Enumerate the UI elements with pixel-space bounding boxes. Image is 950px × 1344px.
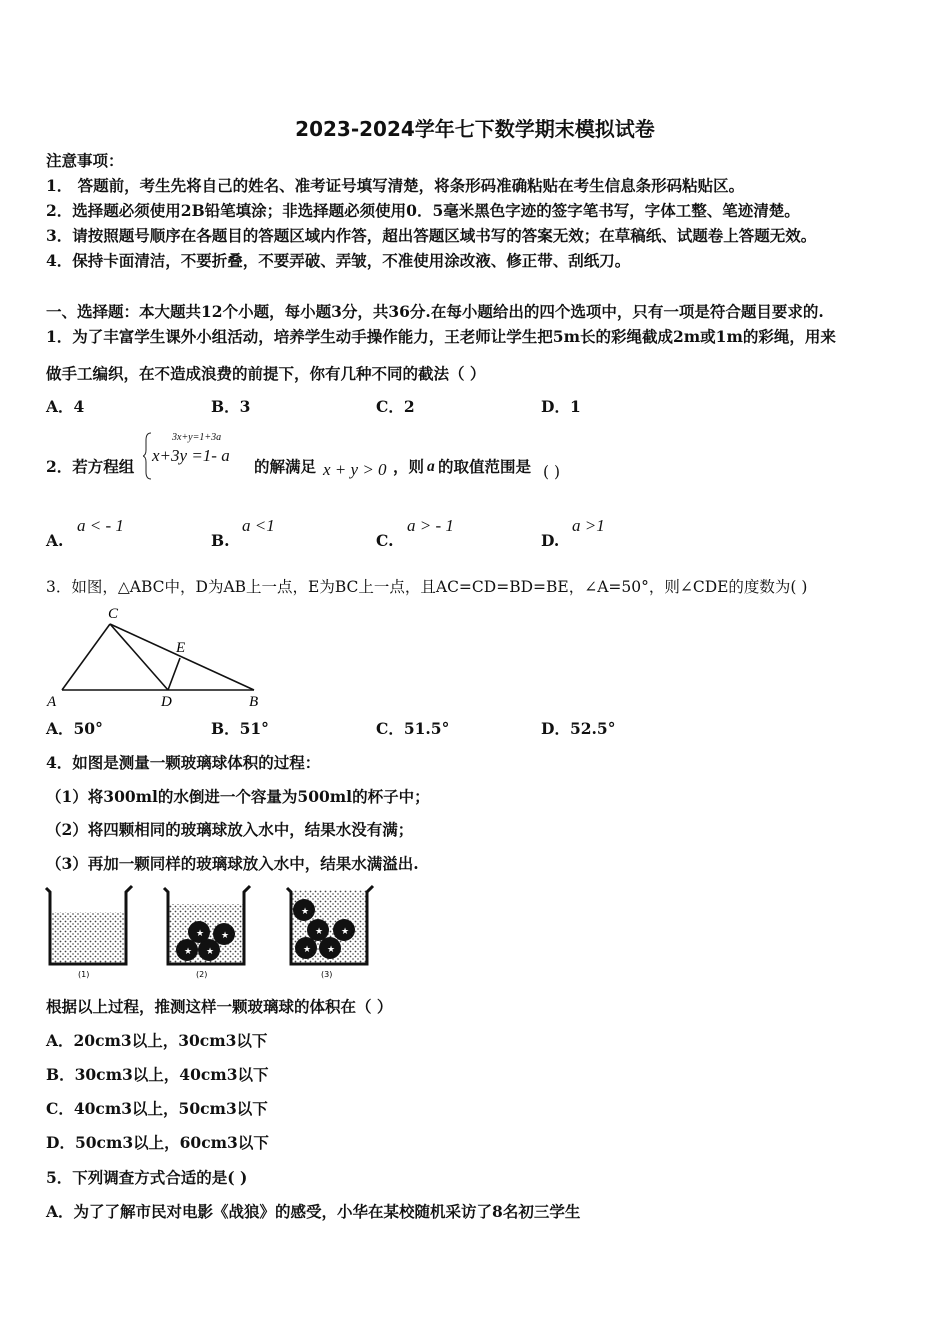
q4-step-1: （1）将300ml的水倒进一个容量为500ml的杯子中； — [46, 787, 430, 806]
q2-option-c: a > - 1 — [407, 516, 454, 535]
caption-2: (2) — [196, 970, 208, 979]
svg-text:★: ★ — [341, 927, 350, 937]
svg-text:★: ★ — [196, 929, 205, 939]
notice-item-1: 1． 答题前，考生先将自己的姓名、准考证号填写清楚，将条形码准确粘贴在考生信息条形码粘贴区。 — [46, 176, 745, 195]
q1-option-d: D．1 — [541, 397, 581, 416]
q3-option-c: C．51.5° — [376, 719, 450, 738]
q2-var: a — [427, 458, 435, 475]
svg-text:★: ★ — [315, 927, 324, 937]
label-a: A — [47, 694, 57, 710]
q1-option-b: B．3 — [211, 397, 251, 416]
svg-text:★: ★ — [184, 947, 193, 957]
q2-label-c: C. — [376, 531, 394, 550]
beaker-2 — [164, 886, 250, 964]
label-d: D — [161, 694, 172, 710]
q1-option-a: A．4 — [46, 397, 85, 416]
q5-text: 5．下列调查方式合适的是( ) — [46, 1168, 248, 1187]
q2-label-a: A. — [46, 531, 64, 550]
section-heading: 一、选择题：本大题共12个小题，每小题3分，共36分.在每小题给出的四个选项中，只有一项是符合题目要求的. — [46, 302, 824, 321]
q1-line1: 1．为了丰富学生课外小组活动，培养学生动手操作能力，王老师让学生把5m长的彩绳截成2m或1m的彩绳，用来 — [46, 327, 836, 346]
notice-item-3: 3．请按照题号顺序在各题目的答题区域内作答，超出答题区域书写的答案无效；在草稿纸、试题卷上答题无效。 — [46, 226, 817, 245]
q5-option-a: A．为了了解市民对电影《战狼》的感受，小华在某校随机采访了8名初三学生 — [46, 1202, 581, 1221]
q2-eq-bottom: x+3y =1- a — [152, 446, 230, 465]
q4-step-3: （3）再加一颗同样的玻璃球放入水中，结果水满溢出. — [46, 854, 419, 873]
svg-text:★: ★ — [206, 947, 215, 957]
q2-suffix-a: ，则 — [393, 457, 425, 476]
q4-option-b: B．30cm3以上，40cm3以下 — [46, 1065, 269, 1084]
beakers-figure — [44, 880, 376, 980]
q2-option-b: a <1 — [242, 516, 275, 535]
notice-heading: 注意事项： — [46, 151, 124, 170]
q4-option-d: D．50cm3以上，60cm3以下 — [46, 1133, 269, 1152]
beaker-3 — [287, 886, 373, 964]
caption-1: (1) — [78, 970, 90, 979]
q3-option-d: D．52.5° — [541, 719, 616, 738]
q2-label-b: B. — [211, 531, 230, 550]
caption-3: (3) — [321, 970, 333, 979]
notice-item-4: 4．保持卡面清洁，不要折叠，不要弄破、弄皱，不准使用涂改液、修正带、刮纸刀。 — [46, 251, 631, 270]
q3-option-a: A．50° — [46, 719, 103, 738]
q4-intro: 4．如图是测量一颗玻璃球体积的过程： — [46, 753, 321, 772]
q2-option-a: a < - 1 — [77, 516, 124, 535]
q4-question: 根据以上过程，推测这样一颗玻璃球的体积在（ ） — [46, 997, 393, 1016]
q4-option-c: C．40cm3以上，50cm3以下 — [46, 1099, 268, 1118]
svg-text:★: ★ — [301, 907, 310, 917]
q2-option-d: a >1 — [572, 516, 605, 535]
exam-title: 2023-2024学年七下数学期末模拟试卷 — [295, 117, 655, 141]
q1-option-c: C．2 — [376, 397, 415, 416]
q2-suffix-b: 的取值范围是 — [438, 457, 532, 476]
label-e: E — [176, 640, 186, 656]
q4-option-a: A．20cm3以上，30cm3以下 — [46, 1031, 268, 1050]
beaker-1 — [46, 886, 132, 964]
label-c: C — [108, 606, 119, 622]
q2-condition: x + y > 0 — [323, 460, 387, 479]
q2-answer-paren: ( ) — [543, 463, 561, 481]
q2-eq-top: 3x+y=1+3a — [172, 432, 222, 443]
q1-line2: 做手工编织，在不造成浪费的前提下，你有几种不同的截法（ ） — [46, 364, 486, 383]
label-b: B — [249, 694, 259, 710]
q2-prefix: 2．若方程组 — [46, 457, 135, 476]
q4-step-2: （2）将四颗相同的玻璃球放入水中，结果水没有满； — [46, 820, 414, 839]
triangle-figure — [44, 602, 269, 712]
q2-label-d: D. — [541, 531, 560, 550]
q3-text: 3．如图，△ABC中，D为AB上一点，E为BC上一点，且AC=CD=BD=BE，∠A=50°，则∠CDE的度数为( ) — [46, 578, 808, 596]
svg-text:★: ★ — [327, 945, 336, 955]
q3-option-b: B．51° — [211, 719, 269, 738]
notice-item-2: 2．选择题必须使用2B铅笔填涂；非选择题必须使用0．5毫米黑色字迹的签字笔书写，字体工整、笔迹清楚。 — [46, 201, 800, 220]
svg-text:★: ★ — [221, 931, 230, 941]
svg-text:★: ★ — [303, 945, 312, 955]
q2-middle: 的解满足 — [254, 457, 317, 476]
